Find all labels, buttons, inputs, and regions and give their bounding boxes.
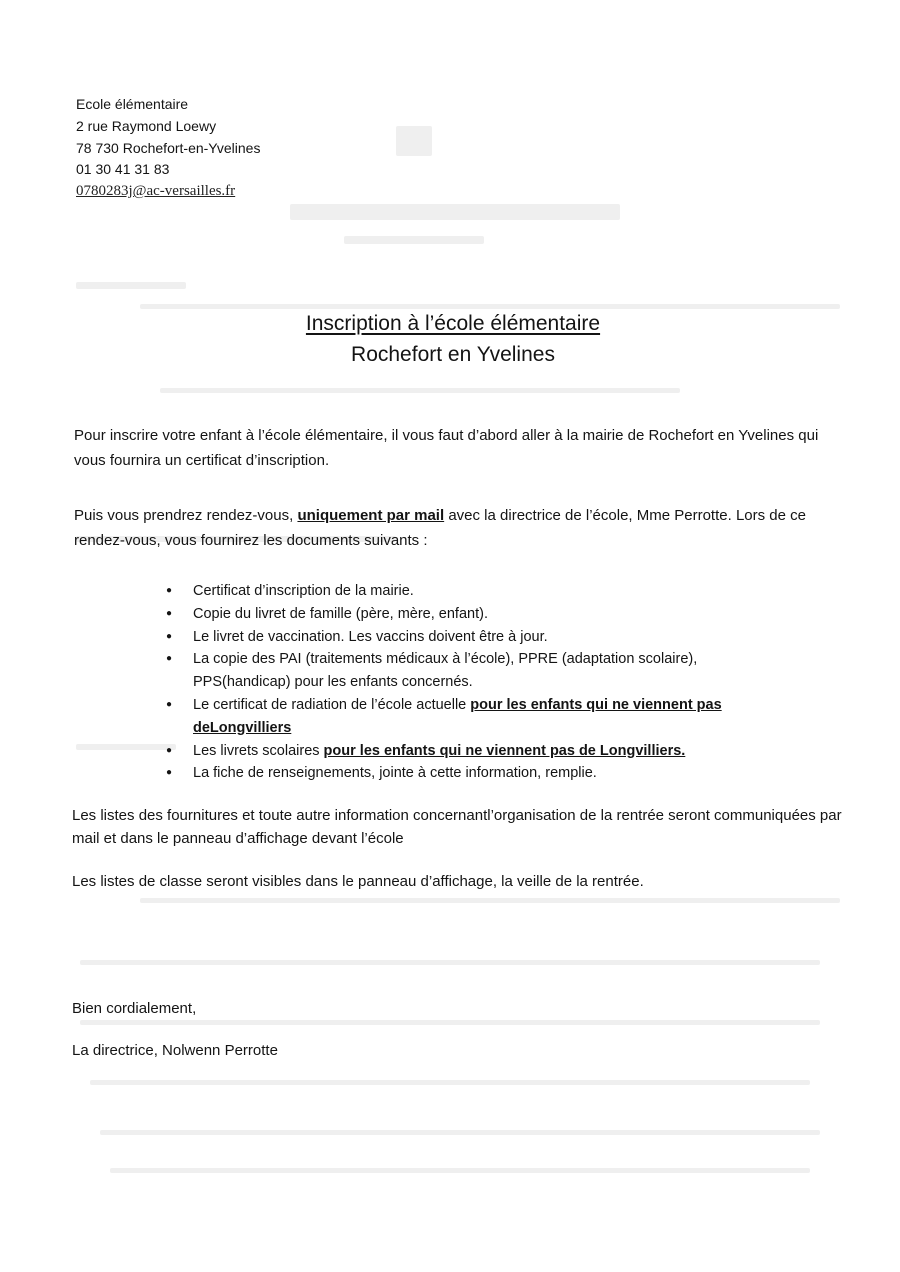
list-item-text: Les livrets scolaires <box>193 742 324 759</box>
school-phone: 01 30 41 31 83 <box>76 161 170 178</box>
list-item <box>166 648 713 694</box>
appointment-emphasis: uniquement par mail <box>297 507 445 524</box>
list-item-text: Copie du livret de famille (père, mère, enfant). <box>193 605 488 622</box>
school-email[interactable]: 0780283j@ac-versailles.fr <box>76 183 236 200</box>
list-item-emphasis: pour les enfants qui ne viennent pas deLongvilliers <box>193 696 722 736</box>
list-item-text: La fiche de renseignements, jointe à cette information, remplie. <box>193 765 597 782</box>
page-title <box>0 308 900 370</box>
list-item-text: Le certificat de radiation de l’école actuelle <box>193 696 471 713</box>
school-street: 2 rue Raymond Loewy <box>76 117 217 134</box>
appointment-paragraph <box>74 503 814 553</box>
list-item <box>166 603 538 626</box>
documents-list <box>166 580 753 785</box>
appointment-text-before: Puis vous prendrez rendez-vous, <box>74 507 298 524</box>
school-address <box>76 94 260 203</box>
list-item <box>166 694 743 740</box>
school-city: 78 730 Rochefort-en-Yvelines <box>76 139 261 156</box>
intro-paragraph: Pour inscrire votre enfant à l’école élémentaire, il vous faut d’abord aller à la mairie de Rochefort en Yvelines qui vous fournira un certificat d’inscription. <box>74 427 819 469</box>
school-name: Ecole élémentaire <box>76 96 189 112</box>
list-item-text: Le livret de vaccination. Les vaccins doivent être à jour. <box>193 628 548 645</box>
supplies-paragraph: Les listes des fournitures et toute autre information concernantl’organisation de la rentrée seront communiquées par mail et dans le panneau d’affichage devant l’école <box>72 807 842 847</box>
list-item <box>166 762 653 785</box>
title-line-1: Inscription à l’école élémentaire <box>305 312 601 335</box>
list-item <box>166 626 593 649</box>
class-lists-paragraph: Les listes de classe seront visibles dans le panneau d’affichage, la veille de la rentrée. <box>72 873 644 890</box>
closing-greeting: Bien cordialement, <box>72 1000 197 1017</box>
appointment-text-after: avec la directrice de l’école, Mme Perrotte. Lors de ce rendez-vous, vous fournirez les documents suivants : <box>74 507 806 549</box>
signature: La directrice, Nolwenn Perrotte <box>72 1042 278 1059</box>
list-item-text: Certificat d’inscription de la mairie. <box>193 583 414 599</box>
list-item-text: La copie des PAI (traitements médicaux à l’école), PPRE (adaptation scolaire), PPS(handicap) pour les enfants concernés. <box>193 651 698 691</box>
list-item <box>166 740 753 763</box>
list-item <box>166 580 438 603</box>
title-line-2: Rochefort en Yvelines <box>351 343 555 366</box>
list-item-emphasis: pour les enfants qui ne viennent pas de Longvilliers. <box>323 742 686 759</box>
